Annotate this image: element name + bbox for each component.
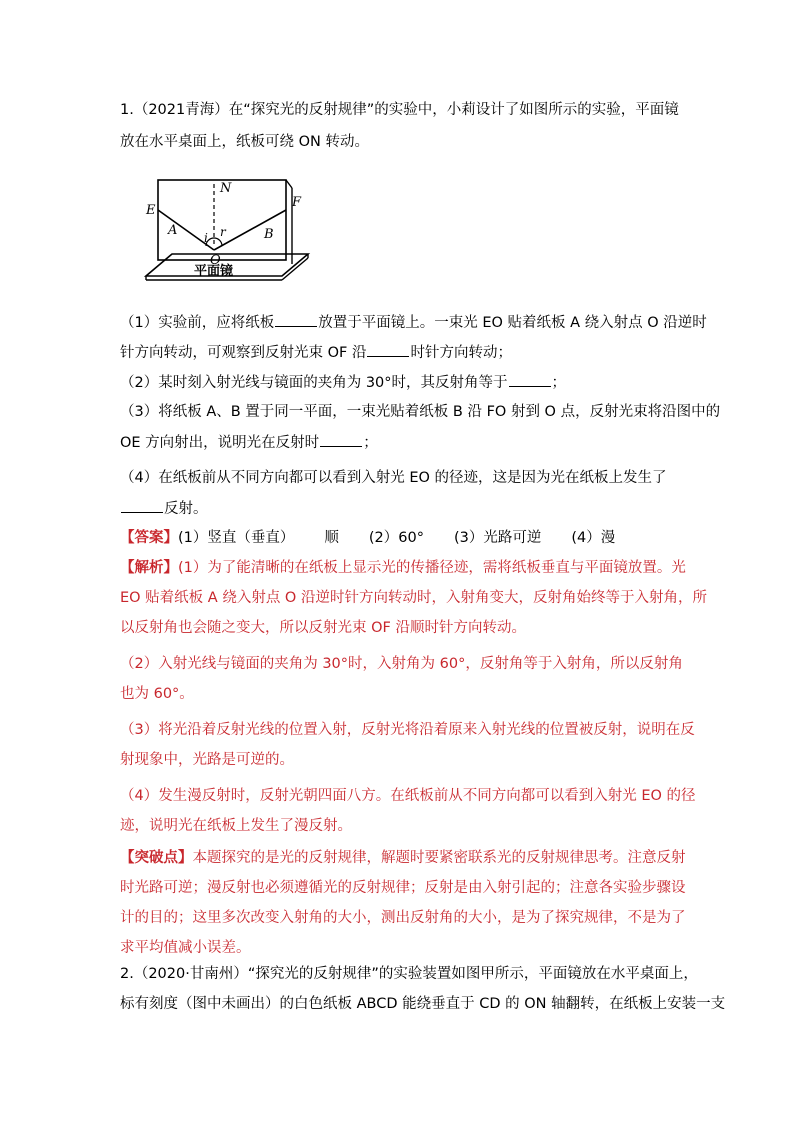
analysis-text-1: (1）为了能清晰的在纸板上显示光的传播径迹，需将纸板垂直与平面镜放置。光 [178, 560, 686, 576]
analysis-line1 [120, 558, 686, 578]
q1-sub1-text-d: 时针方向转动； [410, 345, 512, 361]
q1-sub4-line1: （4）在纸板前从不同方向都可以看到入射光 EO 的径迹，这是因为光在纸板上发生了 [120, 470, 667, 486]
q1-sub2 [120, 372, 680, 393]
analysis-line3: 以反射角也会随之变大，所以反射光束 OF 沿顺时针方向转动。 [120, 620, 526, 636]
answer-3: (3）光路可逆 [453, 530, 542, 546]
label-mirror: 平面镜 [194, 264, 234, 279]
analysis-line8: （4）发生漫反射时，反射光朝四面八方。在纸板前从不同方向都可以看到入射光 EO 的径 [120, 788, 696, 804]
label-O: O [210, 253, 221, 268]
breakthrough-line2: 时光路可逆；漫反射也必须遵循光的反射规律；反射是由入射引起的；注意各实验步骤设 [120, 880, 686, 896]
label-A: A [168, 223, 178, 238]
analysis-line7: 射现象中，光路是可逆的。 [120, 752, 294, 768]
q1-blank-5 [121, 498, 163, 513]
q1-sub3-text-b: OE 方向射出，说明光在反射时 [120, 435, 320, 451]
breakthrough-line4: 求平均值减小误差。 [120, 940, 251, 956]
label-i: i [204, 231, 208, 245]
analysis-line9: 迹，说明光在纸板上发生了漫反射。 [120, 818, 352, 834]
q1-sub4-line2 [120, 498, 680, 519]
q1-blank-3 [509, 372, 551, 387]
q1-stem-line2: 放在水平桌面上，纸板可绕 ON 转动。 [120, 134, 369, 150]
q1-sub1-line2 [120, 342, 680, 363]
q2-stem-line1: 2.（2020·甘南州）“探究光的反射规律”的实验装置如图甲所示，平面镜放在水平桌面上， [120, 966, 698, 982]
q1-blank-1 [275, 312, 317, 327]
answer-1: (1）竖直（垂直） [178, 530, 295, 546]
answer-2: (2）60° [368, 530, 424, 546]
breakthrough-tag: 【突破点】 [120, 850, 193, 866]
q1-stem-line1: 1.（2021青海）在“探究光的反射规律”的实验中，小莉设计了如图所示的实验，平面镜 [120, 102, 679, 118]
q1-sub1-text-b: 放置于平面镜上。一束光 EO 贴着纸板 A 绕入射点 O 沿逆时 [318, 315, 707, 331]
answer-4: (4）漫 [571, 530, 616, 546]
q1-sub1-text-a: （1）实验前，应将纸板 [120, 315, 275, 331]
analysis-line6: （3）将光沿着反射光线的位置入射，反射光将沿着原来入射光线的位置被反射，说明在反 [120, 722, 695, 738]
analysis-tag: 【解析】 [120, 560, 178, 576]
breakthrough-line1 [120, 848, 686, 868]
answer-line [120, 528, 680, 548]
q1-sub1-line1 [120, 312, 707, 333]
q1-sub3-line1: （3）将纸板 A、B 置于同一平面，一束光贴着纸板 B 沿 FO 射到 O 点，反射光束将沿图中的 [120, 404, 721, 420]
label-r: r [220, 225, 226, 239]
label-N: N [220, 181, 232, 196]
q1-sub3-line2 [120, 432, 680, 453]
analysis-line5: 也为 60°。 [120, 686, 194, 702]
analysis-text-4c: 所以反射角 [610, 656, 683, 672]
q1-sub2-text-b: ； [551, 375, 567, 391]
q1-sub3-text-c: ； [363, 435, 378, 451]
q1-figure [132, 176, 312, 286]
q1-blank-4 [320, 432, 362, 447]
label-B: B [264, 227, 274, 242]
q2-stem-line2: 标有刻度（图中未画出）的白色纸板 ABCD 能绕垂直于 CD 的 ON 轴翻转，在纸板上安装一支 [120, 996, 726, 1012]
analysis-text-4a: （2）入射光线与镜面的夹角为 30°时，入射角为 60°， [120, 656, 480, 672]
answer-1b: 顺 [324, 530, 339, 546]
q1-sub4-text-b: 反射。 [164, 501, 208, 517]
q1-blank-2 [367, 342, 409, 357]
q1-sub1-text-c: 针方向转动，可观察到反射光束 OF 沿 [120, 345, 367, 361]
analysis-text-4b: 反射角等于入射角， [479, 656, 611, 672]
answer-tag: 【答案】 [120, 530, 178, 546]
analysis-line2: EO 贴着纸板 A 绕入射点 O 沿逆时针方向转动时，入射角变大，反射角始终等于入射角，所 [120, 590, 707, 606]
analysis-line4 [120, 654, 683, 674]
breakthrough-text-1: 本题探究的是光的反射规律，解题时要紧密联系光的反射规律思考。注意反射 [192, 850, 686, 866]
q1-sub2-text-a: （2）某时刻入射光线与镜面的夹角为 30°时，其反射角等于 [120, 375, 508, 391]
breakthrough-line3: 计的目的；这里多次改变入射角的大小，测出反射角的大小，是为了探究规律，不是为了 [120, 910, 686, 926]
label-E: E [146, 203, 156, 218]
label-F: F [292, 195, 302, 210]
